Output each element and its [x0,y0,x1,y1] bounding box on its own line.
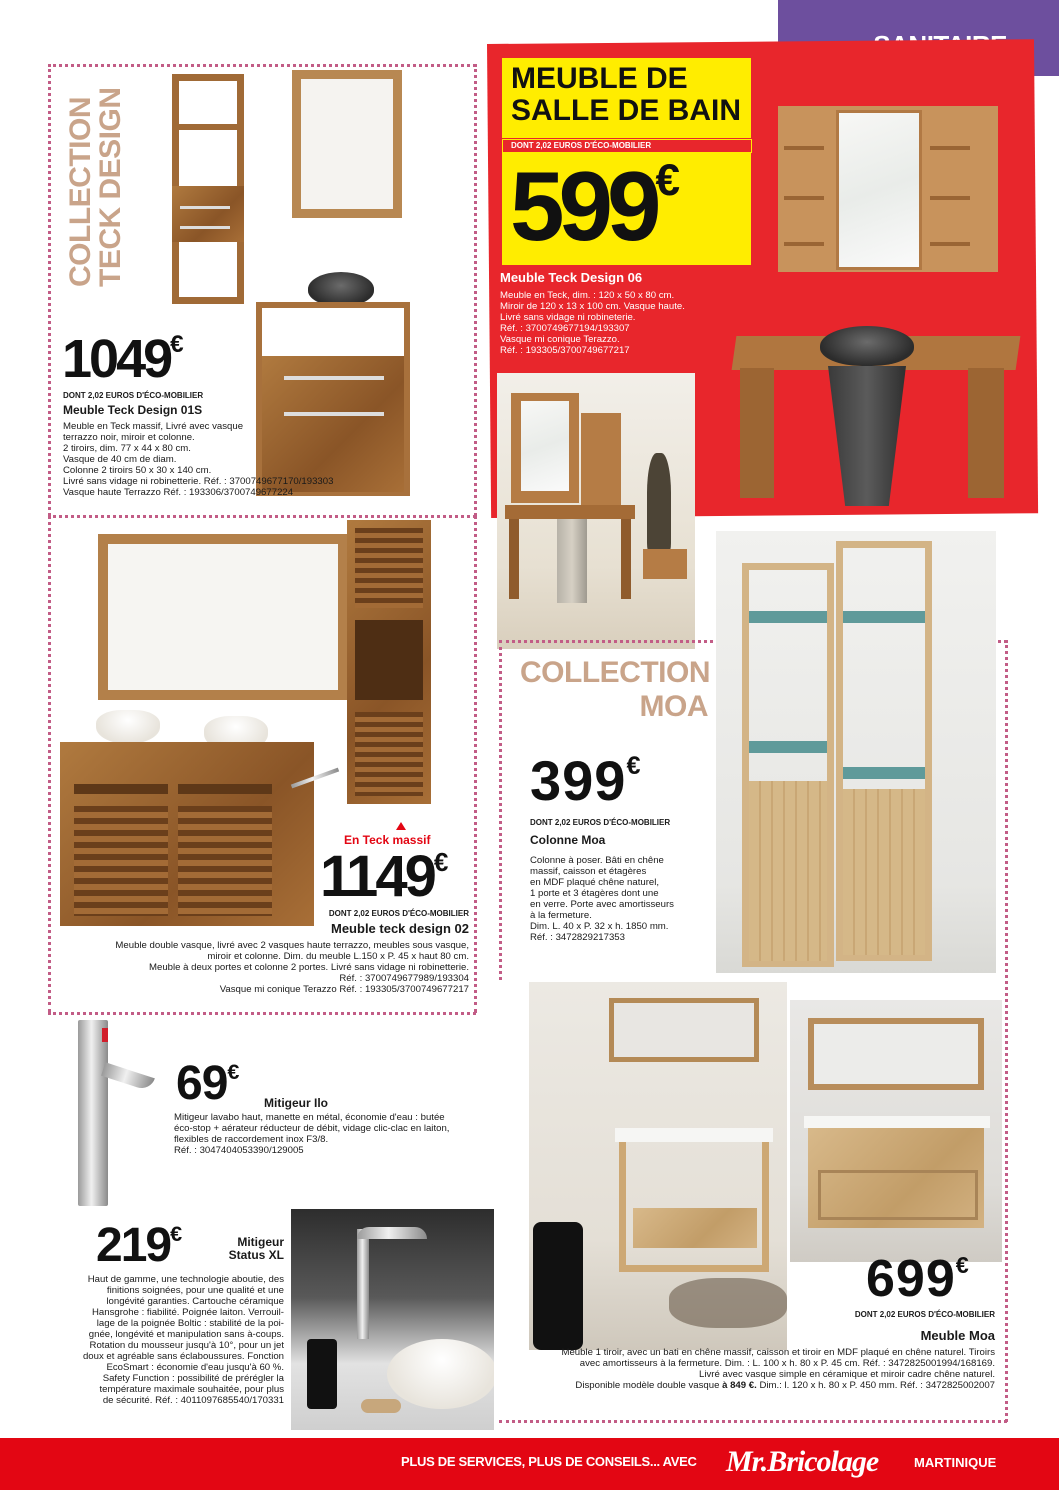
mitigeur-status-desc-line: EcoSmart : économie d'eau jusqu'à 60 %. [106,1362,284,1373]
mitigeur-status-desc-line: gnée, longévité et manipulation sans à-coups. [88,1329,284,1340]
colonne-moa-name: Colonne Moa [530,833,606,847]
moa-collection-title [520,656,708,724]
colonne-moa-desc-line: Réf. : 3472829217353 [530,932,625,943]
featured-price-currency: € [655,156,681,206]
mitigeur-status-desc-line: Safety Function : possibilité de prérégler la [102,1373,284,1384]
teck02-price-currency: € [433,847,449,878]
featured-price-box [502,153,751,265]
dotted-rule [1005,640,1008,1422]
meuble-moa-desc-pre: Disponible modèle double vasque [575,1380,723,1391]
colonne-moa-price [530,749,641,812]
featured-desc [500,290,720,356]
mitigeur-ilo-price-currency: € [227,1059,240,1085]
mitigeur-status-desc-line: Haut de gamme, une technologie aboutie, des [87,1274,284,1285]
featured-desc-line: Miroir de 120 x 13 x 100 cm. Vasque haute. [500,301,685,312]
meuble-moa-photo-2 [790,1000,1002,1262]
mitigeur-status-price-currency: € [170,1221,183,1247]
featured-desc-line: Vasque mi conique Terazzo. [500,334,620,345]
featured-room-photo [497,373,695,649]
teck01s-name: Meuble Teck Design 01S [63,403,203,417]
mitigeur-ilo-desc-line: Réf. : 3047404053390/129005 [174,1145,304,1156]
teck02-price-value: 1149 [320,844,434,909]
teck-collection-title [66,87,136,287]
colonne-moa-price-value: 399 [530,749,627,812]
teck02-tag: En Teck massif [344,833,431,847]
meuble-moa-price [866,1250,969,1308]
footer-brand-logo[interactable]: Mr.Bricolage [726,1445,879,1478]
meuble-moa-eco: DONT 2,02 EUROS D'ÉCO-MOBILIER [854,1310,995,1319]
teck01s-price [62,329,184,389]
mitigeur-status-desc-line: lage de la poignée Boltic : stabilité de la poi- [96,1318,284,1329]
teck01s-desc-line: 2 tiroirs, dim. 77 x 44 x 80 cm. [63,443,191,454]
mitigeur-status-desc-line: Rotation du mousseur jusqu'à 10°, pour un jet [89,1340,284,1351]
featured-eco: DONT 2,02 EUROS D'ÉCO-MOBILIER [511,141,652,150]
colonne-moa-desc-line: en MDF plaqué chêne naturel, [530,877,660,888]
teck02-name: Meuble teck design 02 [331,921,469,936]
meuble-moa-desc-post: Dim.: l. 120 x h. 80 x P. 450 mm. Réf. : 3472825002007 [756,1380,995,1391]
teck01s-desc-line: Vasque de 40 cm de diam. [63,454,177,465]
mitigeur-status-photo [291,1209,494,1430]
colonne-moa-desc-line: à la fermeture. [530,910,592,921]
mitigeur-status-name-2: Status XL [228,1248,284,1262]
meuble-moa-desc-line: Meuble 1 tiroir, avec un bati en chêne massif, caisson et tiroir en MDF plaqué en chêne naturel. Tiroirs [561,1347,995,1358]
mitigeur-ilo-desc [174,1112,484,1156]
teck01s-eco: DONT 2,02 EUROS D'ÉCO-MOBILIER [63,391,204,400]
teck02-desc-line: Meuble à deux portes et colonne 2 portes. Livré sans vidage ni robinetterie. [149,962,469,973]
meuble-moa-price-value: 699 [866,1250,956,1308]
meuble-moa-photo-1 [529,982,787,1350]
colonne-moa-desc-line: massif, caisson et étagères [530,866,647,877]
meuble-moa-name: Meuble Moa [920,1328,995,1343]
mitigeur-status-price-value: 219 [96,1219,171,1272]
colonne-moa-eco: DONT 2,02 EUROS D'ÉCO-MOBILIER [530,818,671,827]
mitigeur-status-desc-line: de sécurité. Réf. : 4011097685540/170331 [102,1395,284,1406]
meuble-moa-price-currency: € [955,1252,969,1279]
meuble-moa-desc-line: avec amortisseurs à la fermeture. Dim. : L. 100 x h. 80 x P. 45 cm. Réf. : 3472825001994/168169. [579,1358,995,1369]
footer-tagline: PLUS DE SERVICES, PLUS DE CONSEILS... AVEC [401,1454,697,1469]
dotted-rule [48,515,51,1013]
colonne-moa-price-currency: € [626,752,641,781]
meuble-moa-desc [505,1347,995,1391]
mitigeur-ilo-desc-line: flexibles de raccordement inox F3/8. [174,1134,329,1145]
featured-price [510,151,681,261]
moa-collection-title-1: COLLECTION [520,656,710,689]
dotted-rule [474,515,477,1013]
featured-price-value: 599 [510,151,656,261]
colonne-moa-desc-line: Dim. L. 40 x P. 32 x h. 1850 mm. [530,921,669,932]
meuble-moa-desc-bold: à 849 €. [722,1380,757,1391]
mitigeur-ilo-price [176,1057,240,1110]
teck02-desc-line: Meuble double vasque, livré avec 2 vasques haute terrazzo, meubles sous vasque, [115,940,469,951]
teck01s-desc-line: Vasque haute Terrazzo Réf. : 193306/3700749677224 [63,487,294,498]
teck01s-desc-line: Meuble en Teck massif, Livré avec vasque [63,421,244,432]
dotted-rule [48,1012,476,1015]
mitigeur-ilo-name: Mitigeur Ilo [264,1096,328,1110]
colonne-moa-desc-line: Colonne à poser. Bâti en chêne [530,855,664,866]
colonne-moa-desc-line: en verre. Porte avec amortisseurs [530,899,674,910]
teck02-desc-line: miroir et colonne. Dim. du meuble L.150 x P. 45 x haut 80 cm. [207,951,469,962]
teck-collection-title-2: TECK DESIGN [94,87,127,287]
mitigeur-status-desc-line: finitions soignées, pour une qualité et une [106,1285,284,1296]
featured-product-image [730,96,1030,508]
teck02-desc [49,940,469,995]
teck02-eco: DONT 2,02 EUROS D'ÉCO-MOBILIER [328,909,469,918]
teck02-tag-arrow [396,822,406,830]
mitigeur-ilo-price-value: 69 [176,1057,228,1110]
mitigeur-status-price [96,1219,183,1272]
mitigeur-status-desc [56,1274,284,1406]
moa-collection-title-2: MOA [639,690,708,723]
meuble-moa-desc-line [505,1380,995,1391]
colonne-moa-desc [530,855,720,943]
footer-bar [0,1438,1059,1490]
teck01s-desc [63,421,363,498]
featured-desc-line: Réf. : 3700749677194/193307 [500,323,630,334]
featured-desc-line: Livré sans vidage ni robineterie. [500,312,636,323]
meuble-moa-desc-line: Livré avec vasque simple en céramique et miroir cadre chêne naturel. [699,1369,995,1380]
teck01s-desc-line: terrazzo noir, miroir et colonne. [63,432,195,443]
featured-headline-box [502,58,751,138]
teck02-price [320,844,449,909]
mitigeur-status-desc-line: température maximale souhaitée, pour plus [99,1384,284,1395]
mitigeur-status-desc-line: doux et agréable sans éclaboussures. Fonction [82,1351,284,1362]
dotted-rule [48,515,476,518]
dotted-rule [499,1420,1007,1423]
colonne-moa-photo [716,531,996,973]
featured-name: Meuble Teck Design 06 [500,270,643,285]
teck01s-desc-line: Livré sans vidage ni robinetterie. Réf. : 3700749677170/193303 [63,476,334,487]
dotted-rule [48,64,51,516]
featured-desc-line: Réf. : 193305/3700749677217 [500,345,630,356]
teck01s-price-value: 1049 [62,329,171,389]
teck01s-desc-line: Colonne 2 tiroirs 50 x 30 x 140 cm. [63,465,212,476]
footer-region: MARTINIQUE [914,1455,997,1470]
mitigeur-ilo-desc-line: éco-stop + aérateur réducteur de débit, vidage clic-clac en laiton, [174,1123,450,1134]
dotted-rule [474,64,477,516]
featured-headline-1: MEUBLE DE [511,62,688,95]
teck01s-price-currency: € [170,331,184,359]
mitigeur-status-desc-line: Hansgrohe : fiabilité. Poignée laiton. Verrouil- [92,1307,284,1318]
mitigeur-status-name-1: Mitigeur [237,1235,284,1249]
teck02-desc-line: Vasque mi conique Terazzo Réf. : 193305/3700749677217 [219,984,469,995]
mitigeur-status-name [222,1236,284,1262]
mitigeur-ilo-desc-line: Mitigeur lavabo haut, manette en métal, économie d'eau : butée [174,1112,445,1123]
colonne-moa-desc-line: 1 porte et 3 étagères dont une [530,888,659,899]
mitigeur-status-desc-line: longévité garanties. Cartouche céramique [106,1296,284,1307]
teck-collection-title-1: COLLECTION [64,97,97,287]
mitigeur-ilo-image [72,1020,162,1210]
dotted-rule [499,640,502,980]
teck02-desc-line: Réf. : 3700749677989/193304 [339,973,469,984]
featured-headline-2: SALLE DE BAIN [511,94,742,127]
featured-desc-line: Meuble en Teck, dim. : 120 x 50 x 80 cm. [500,290,675,301]
